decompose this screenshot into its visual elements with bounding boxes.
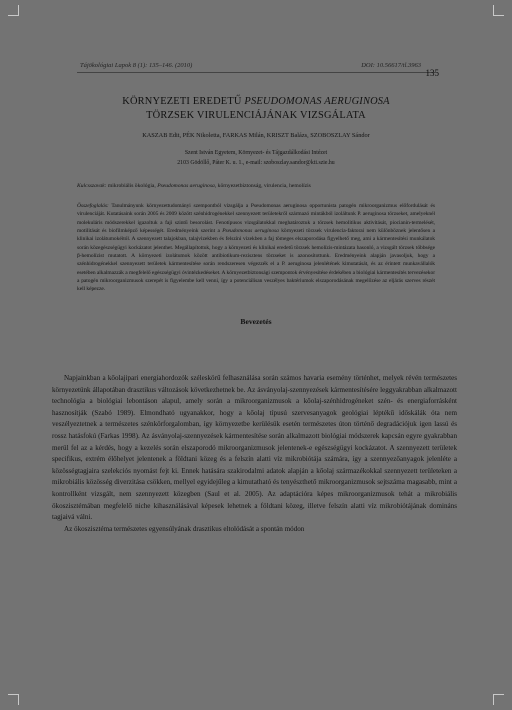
abstract-text-1: Tanulmányunk környezettudományi szempontból vizsgálja a Pseudomonas aeruginosa opportunista patogén mikroorganizmus előfordulását és virulenciáját. Kutatásaink során 2005 és 2009 között szénhidrogénekkel szennyezett területekről származó mintákból izoláltunk P. aeruginosa törzseket, amelyeknél molekuláris módszerekkel igazoltuk a faji szintű besorolást. Fenotípusos vizsgálatokkal meghatároztuk a törzsek hemolitikus aktivitását, piocianin-termelését, motilitását és biofilmképző képességét. Eredményeink szerint a [77,203,435,235]
title-line-2: TÖRZSEK VIRULENCIÁJÁNAK VIZSGÁLATA [146,110,366,121]
doi: DOI: 10.56617/tl.3963 [361,62,421,69]
crop-mark-top-right [493,5,504,16]
keywords-text-1: mikrobiális ökológia, [106,183,158,190]
affiliation [77,149,435,168]
running-header [77,58,435,73]
body-paragraph: Napjainkban a kőolajipari energiahordozók széleskörű felhasználása során számos havaria esemény történhet, melyek révén természetes környezetünk állapotában drasztikus változások következhetnek be. Az ásványolaj-szennyezések kármentesítésére leggyakrabban alkalmazott technológia a biológiai lebontáson alapul, amely során a mikroorganizmusok a kőolaj-szénhidrogéneket szén- és energiaforrásként hasznosítják (Szabó 1989). Elmondható ugyanakkor, hogy a kőolaj típusú szervesanyagok geológiai léptékű időskálák óta nem veszélyeztetnek a természetes szénkörforgalomban, így környezetbe kerülésük esetén természetes úton történő degradációjuk igen lassú és rossz hatásfokú (Farkas 1998). Az ásványolaj-szennyezések kármentesítése során alkalmazott biológiai módszerek kapcsán egyre gyakrabban merül fel az a kérdés, hogy a kezelés során elszaporodó mikroorganizmusok jelentenek-e egészségügyi kockázatot. A szennyezett területek specifikus, extrém élőhelyet jelentenek a földtani közeg és a felszín alatti víz mikrobiótája számára, így a szennyezőanyagok jelenléte a közösségtagjaira szelekciós nyomást fejt ki. Ennek hatására szakirodalmi adatok alapján a kőolaj származékokkal szennyezett területeken a mikrobiális közösség diverzitása csökken, mellyel egyidejűleg a kimutatható és tenyészthető mikroorganizmusok sejtszáma magasabb, mint a kontrollként vizsgált, nem szennyezett közegben (Saul et al. 2005). Az adaptációra képes mikroorganizmusok tehát a mikrobiális ökoszisztémában megfelelő niche kihasználásával képesek lehetnek a földtani közeg, illetve felszín alatti víz mikrobiótájának domináns tagjaivá válni. [52,374,457,522]
author-list: KASZAB Edit, PÉK Nikoletta, FARKAS Milán, KRISZT Balázs, SZOBOSZLAY Sándor [142,132,370,139]
crop-mark-top-left [8,5,19,16]
body-paragraph: Az ökoszisztéma természetes egyensúlyának drasztikus eltolódását a spontán módon [64,524,305,533]
article-title [77,95,435,123]
abstract-text-2: környezeti törzsek virulencia-faktorai nem különböznek jelentősen a klinikai izolátumokéitól. A szennyezett talajokban, talajvizekben és felszíni vizekben a faj tömeges elszaporodása figyelhető meg, ami a kármentesítési munkálatok során közegészségügyi kockázatot jelenthet. Megállapítottuk, hogy a környezeti és klinikai eredetű törzsek hemolízis-mintázata hasonló, a vizsgált törzsek többsége β-hemolízist mutatott. A környezeti izolátumok között antibiotikum-rezisztens törzseket is azonosítottunk. Eredményeink alapján javasoljuk, hogy a szénhidrogénekkel szennyezett területek kármentesítése során rendszeresen végezzék el a P. aeruginosa jelenlétének kimutatását, és az érintett munkavállalók esetében alkalmazzák a megfelelő egészségügyi óvintézkedéseket. A környezetbiztonsági szempontok érvényesítése érdekében a biológiai kármentesítés tervezésekor a patogén mikroorganizmusok szerepét is figyelembe kell venni, így a potenciálisan veszélyes baktériumok elszaporodásának megelőzése az eljárás szerves részét kell képezze. [77,228,435,293]
page-number: 135 [425,68,439,78]
title-species: PSEUDOMONAS AERUGINOSA [244,96,390,107]
crop-mark-bottom-right [493,694,504,705]
page [77,58,439,327]
keywords [77,183,435,189]
section-heading: Bevezetés [240,317,272,327]
abstract-label: Összefoglalás: [77,203,109,210]
abstract-species: Pseudomonas aeruginosa [222,228,279,235]
abstract [77,202,435,293]
body-text [52,373,457,535]
keywords-species: Pseudomonas aeruginosa [157,183,215,190]
affiliation-institute: Szent István Egyetem, Környezet- és Tájgazdálkodási Intézet [184,150,328,156]
crop-mark-bottom-left [8,694,19,705]
journal-citation: Tájökológiai Lapok 8 (1): 135–146. (2010) [80,62,193,69]
title-prefix: KÖRNYEZETI EREDETŰ [122,96,245,107]
keywords-label: Kulcsszavak: [77,183,107,190]
affiliation-address: 2103 Gödöllő, Páter K. u. 1., e-mail: szoboszlay.sandor@kti.szie.hu [177,159,335,166]
keywords-text-2: , környezetbiztonság, virulencia, hemolízis [214,183,311,190]
